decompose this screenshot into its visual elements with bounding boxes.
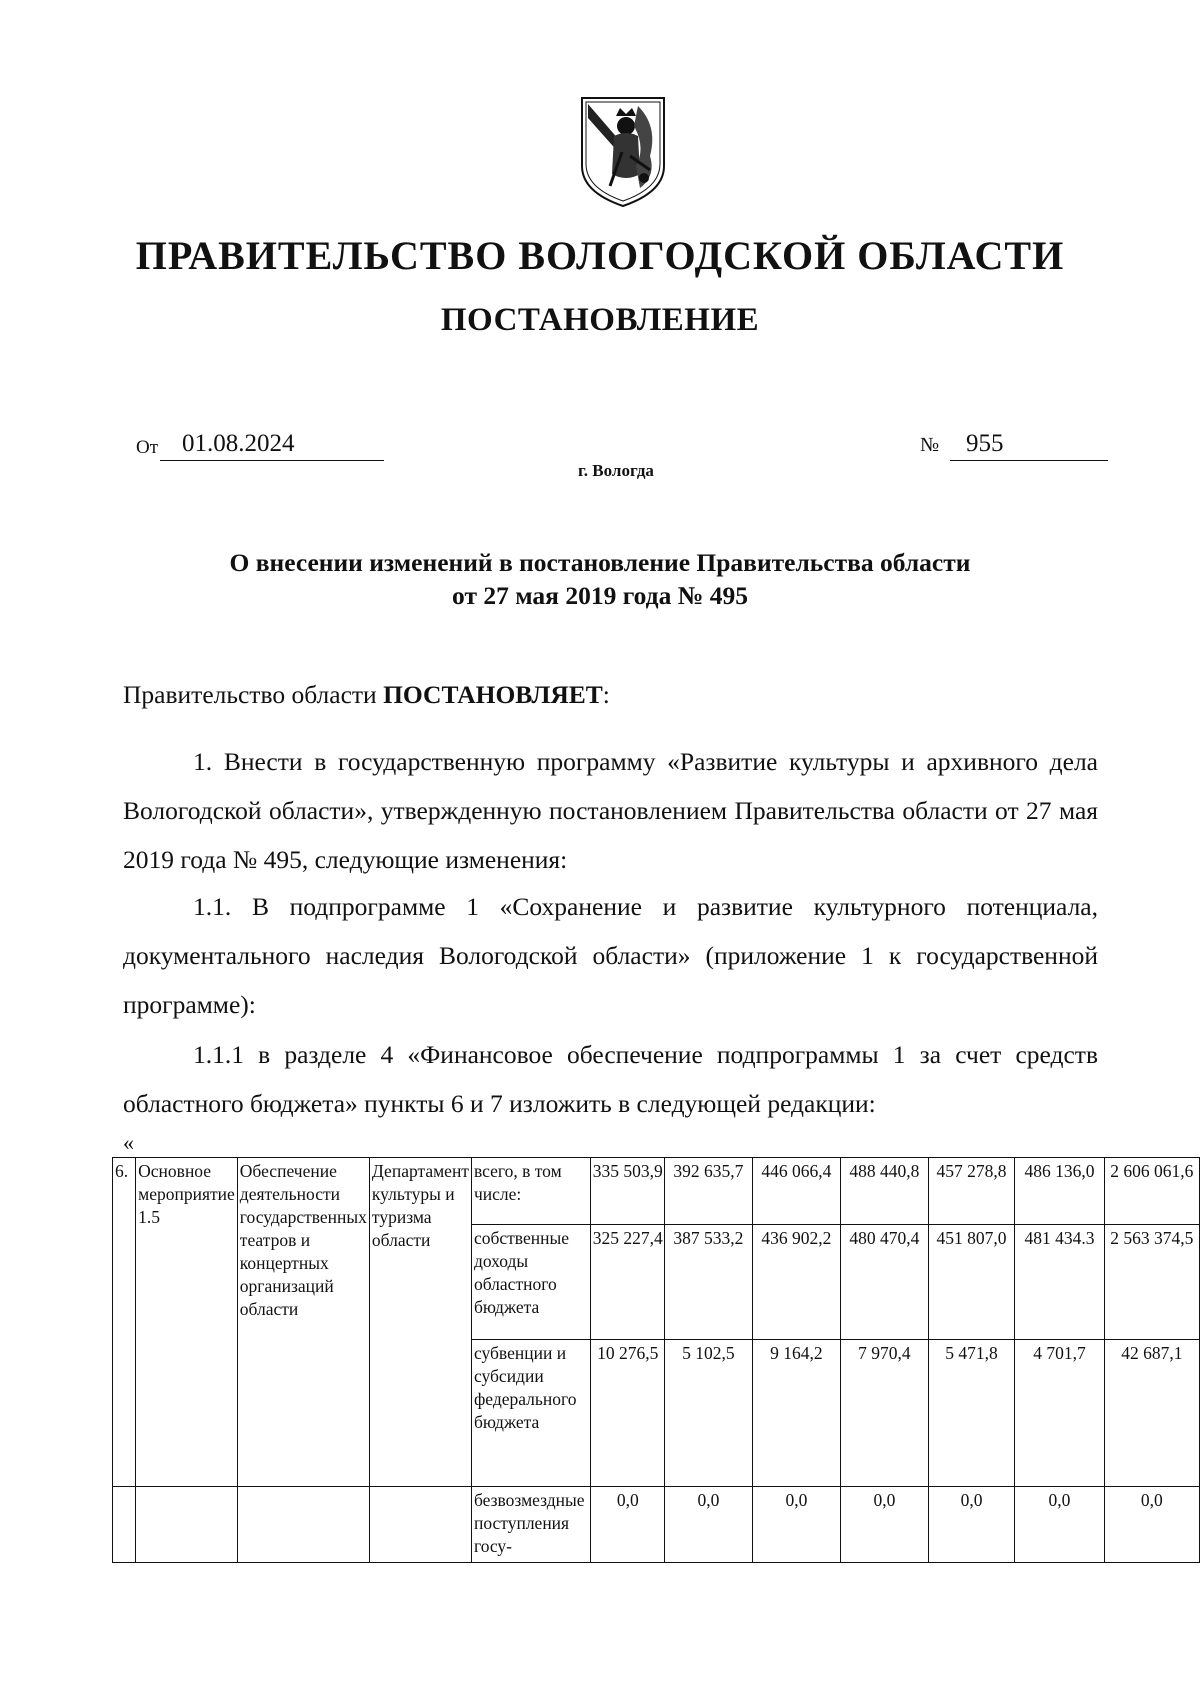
empty-cell	[136, 1487, 238, 1563]
value-cell: 4 701,7	[1015, 1340, 1104, 1487]
table-row	[113, 1158, 1200, 1225]
description-cell: Обеспечение деятельности государственных театров и концертных организаций области	[237, 1158, 369, 1487]
source-label-cell: безвозмездные поступления госу-	[471, 1487, 590, 1563]
value-cell: 446 066,4	[752, 1158, 840, 1225]
value-cell: 480 470,4	[841, 1225, 929, 1340]
empty-cell	[237, 1487, 369, 1563]
row-number-cell: 6.	[113, 1158, 136, 1487]
empty-cell	[113, 1487, 136, 1563]
value-cell: 0,0	[841, 1487, 929, 1563]
value-cell: 7 970,4	[841, 1340, 929, 1487]
value-cell: 486 136,0	[1015, 1158, 1104, 1225]
value-cell: 451 807,0	[928, 1225, 1015, 1340]
value-cell: 387 533,2	[665, 1225, 753, 1340]
value-cell: 488 440,8	[841, 1158, 929, 1225]
financing-table	[112, 1157, 1200, 1563]
intro-paragraph	[123, 670, 1098, 719]
value-cell: 0,0	[591, 1487, 665, 1563]
value-cell: 9 164,2	[752, 1340, 840, 1487]
executor-cell: Департамент культуры и туризма области	[369, 1158, 471, 1487]
measure-cell: Основное мероприятие 1.5	[136, 1158, 238, 1487]
table-row	[113, 1487, 1200, 1563]
city: г. Вологда	[578, 461, 654, 480]
paragraph-1-1: 1.1. В подпрограмме 1 «Сохранение и развитие культурного потенциала, документального наследия Вологодской области» (приложение 1 к государственной программе):	[123, 892, 1098, 1019]
opening-quote: «	[123, 1130, 134, 1155]
subject-line-2: от 27 мая 2019 года № 495	[452, 581, 748, 610]
value-cell: 0,0	[665, 1487, 753, 1563]
intro-text: Правительство области	[123, 680, 384, 709]
paragraph-1: 1. Внести в государственную программу «Развитие культуры и архивного дела Вологодской области», утвержденную постановлением Правительства области от 27 мая 2019 года № 495, следующие изменения:	[123, 747, 1098, 874]
value-cell: 2 563 374,5	[1104, 1225, 1199, 1340]
source-label-cell: собственные доходы областного бюджета	[471, 1225, 590, 1340]
document-type: ПОСТАНОВЛЕНИЕ	[440, 302, 760, 338]
value-cell: 42 687,1	[1104, 1340, 1199, 1487]
document-subject	[0, 546, 1200, 612]
value-cell: 325 227,4	[591, 1225, 665, 1340]
number-label: №	[920, 434, 940, 456]
value-cell: 0,0	[1015, 1487, 1104, 1563]
intro-keyword: ПОСТАНОВЛЯЕТ	[383, 680, 603, 709]
value-cell: 0,0	[752, 1487, 840, 1563]
document-date: 01.08.2024	[160, 428, 384, 461]
value-cell: 5 471,8	[928, 1340, 1015, 1487]
subject-line-1: О внесении изменений в постановление Правительства области	[229, 548, 971, 577]
intro-end: :	[602, 680, 610, 709]
source-label-cell: всего, в том числе:	[471, 1158, 590, 1225]
value-cell: 481 434.3	[1015, 1225, 1104, 1340]
value-cell: 436 902,2	[752, 1225, 840, 1340]
value-cell: 335 503,9	[591, 1158, 665, 1225]
government-title: ПРАВИТЕЛЬСТВО ВОЛОГОДСКОЙ ОБЛАСТИ	[135, 233, 1065, 278]
source-label-cell: субвенции и субсидии федерального бюджета	[471, 1340, 590, 1487]
value-cell: 457 278,8	[928, 1158, 1015, 1225]
value-cell: 2 606 061,6	[1104, 1158, 1199, 1225]
value-cell: 0,0	[1104, 1487, 1199, 1563]
document-number: 955	[950, 428, 1108, 461]
date-label: От	[136, 437, 159, 458]
paragraph-1-1-1: 1.1.1 в разделе 4 «Финансовое обеспечение подпрограммы 1 за счет средств областного бюджета» пункты 6 и 7 изложить в следующей редакции:	[123, 1040, 1098, 1118]
empty-cell	[369, 1487, 471, 1563]
value-cell: 0,0	[928, 1487, 1015, 1563]
value-cell: 5 102,5	[665, 1340, 753, 1487]
vologda-coat-of-arms-icon	[580, 96, 666, 208]
value-cell: 392 635,7	[665, 1158, 753, 1225]
value-cell: 10 276,5	[591, 1340, 665, 1487]
